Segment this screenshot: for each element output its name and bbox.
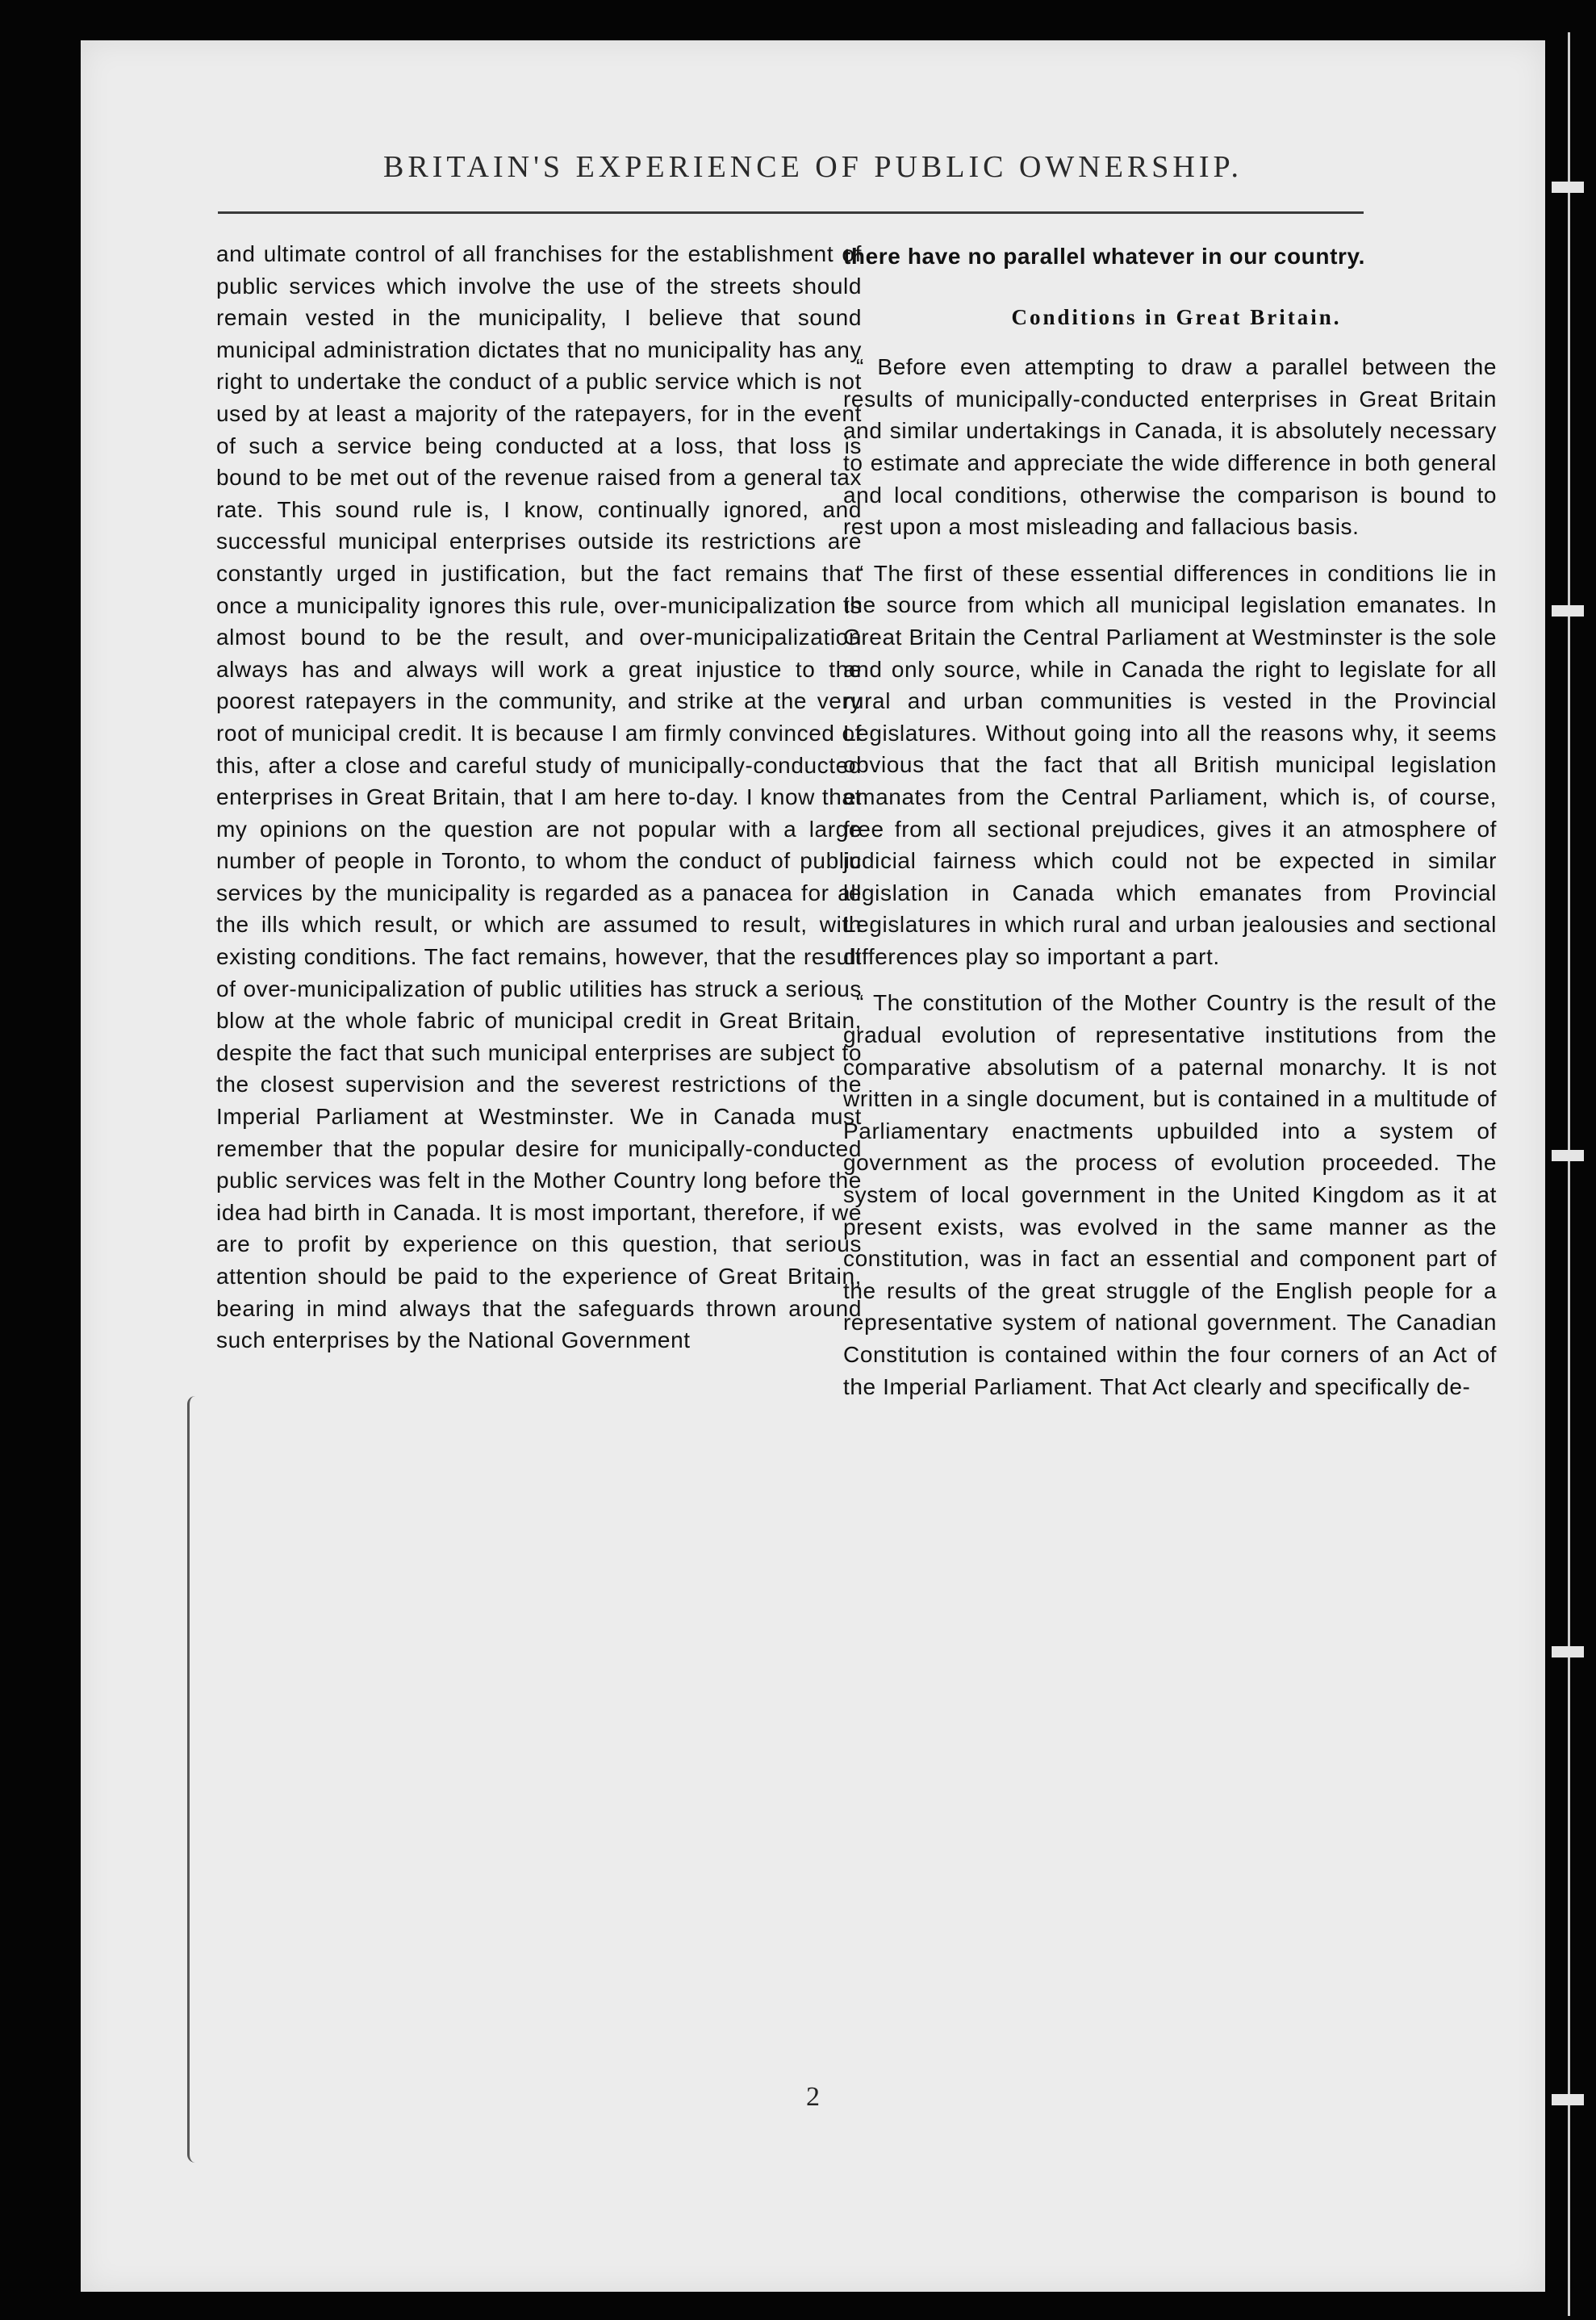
document-page [81, 40, 1545, 2292]
paragraph-3: “ The constitution of the Mother Country is the result of the gradual evolution of representative institutions from the comparative absolutism of a paternal monarchy. It is not written in a single document, but is contained in a multitude of Parliamentary enactments upbuilded into a system of government as the process of evolution proceeded. The system of local government in the United Kingdom as it at present exists, was evolved in the same manner as the constitution, was in fact an essential and component part of the results of the great struggle of the English people for a representative system of national government. The Canadian Constitution is contained within the four corners of an Act of the Imperial Parliament. That Act clearly and specifically de- [843, 990, 1497, 1399]
binding-clip [1552, 605, 1584, 617]
left-column-text: and ultimate control of all franchises for the establishment of public services which involve the use of the streets should remain vested in the municipality, I believe that sound municipal administration dictates that no municipality has any right to undertake the conduct of a public service which is not used by at least a majority of the ratepayers, for in the event of such a service being conducted at a loss, that loss is bound to be met out of the revenue raised from a general tax rate. This sound rule is, I know, continually ignored, and successful municipal enterprises outside its restrictions are constantly urged in justification, but the fact remains that once a municipality ignores this rule, over-municipalization is almost bound to be the result, and over-municipalization always has and always will work a great injustice to the poorest ratepayers in the community, and strike at the very root of municipal credit. It is because I am firmly convinced of this, after a close and careful study of municipally-conducted enterprises in Great Britain, that I am here to-day. I know that my opinions on the question are not popular with a large number of people in Toronto, to whom the conduct of public services by the municipality is regarded as a panacea for all the ills which result, or which are assumed to result, with existing conditions. The fact remains, however, that the result of over-municipalization of public utilities has struck a serious blow at the whole fabric of municipal credit in Great Britain, despite the fact that such municipal enterprises are subject to the closest supervision and the severest restrictions of the Imperial Parliament at Westminster. We in Canada must remember that the popular desire for municipally-conducted public services was felt in the Mother Country long before the idea had birth in Canada. It is most important, therefore, if we are to profit by experience on this question, that serious attention should be paid to the experience of Great Britain, bearing in mind always that the safeguards thrown around such enterprises by the National Government [216, 241, 862, 1353]
handwritten-margin-bracket [187, 1396, 201, 2163]
right-column [843, 240, 1497, 1402]
binding-clip [1552, 1150, 1584, 1161]
binding-clip [1552, 2094, 1584, 2105]
paragraph-1: “ Before even attempting to draw a parallel between the results of municipally-conducted enterprises in Great Britain and similar undertakings in Canada, it is absolutely necessary to estimate and appreciate the wide difference in both general and local conditions, otherwise the comparison is bound to rest upon a most misleading and fallacious basis. [843, 354, 1497, 540]
binding-clip [1552, 1646, 1584, 1657]
binding-edge [1545, 0, 1596, 2320]
left-column [216, 238, 862, 1356]
header-rule [218, 211, 1364, 214]
page-number: 2 [806, 2082, 820, 2112]
binding-clip [1552, 182, 1584, 193]
binding-line [1568, 32, 1570, 2316]
page-header: BRITAIN'S EXPERIENCE OF PUBLIC OWNERSHIP. [383, 150, 1243, 184]
continuation-text: there have no parallel whatever in our country. [843, 244, 1365, 269]
paragraph-2: “ The first of these essential differences in conditions lie in the source from which all municipal legislation emanates. In Great Britain the Central Parliament at Westminster is the sole and only source, while in Canada the right to legislate for all rural and urban communities is vested in the Provincial Legislatures. Without going into all the reasons why, it seems obvious that the fact that all British municipal legislation emanates from the Central Parliament, which is, of course, free from all sectional prejudices, gives it an atmosphere of judicial fairness which could not be expected in similar legislation in Canada which emanates from Provincial Legislatures in which rural and urban jealousies and sectional differences play so important a part. [843, 560, 1497, 969]
section-subheading: Conditions in Great Britain. [1011, 304, 1342, 329]
